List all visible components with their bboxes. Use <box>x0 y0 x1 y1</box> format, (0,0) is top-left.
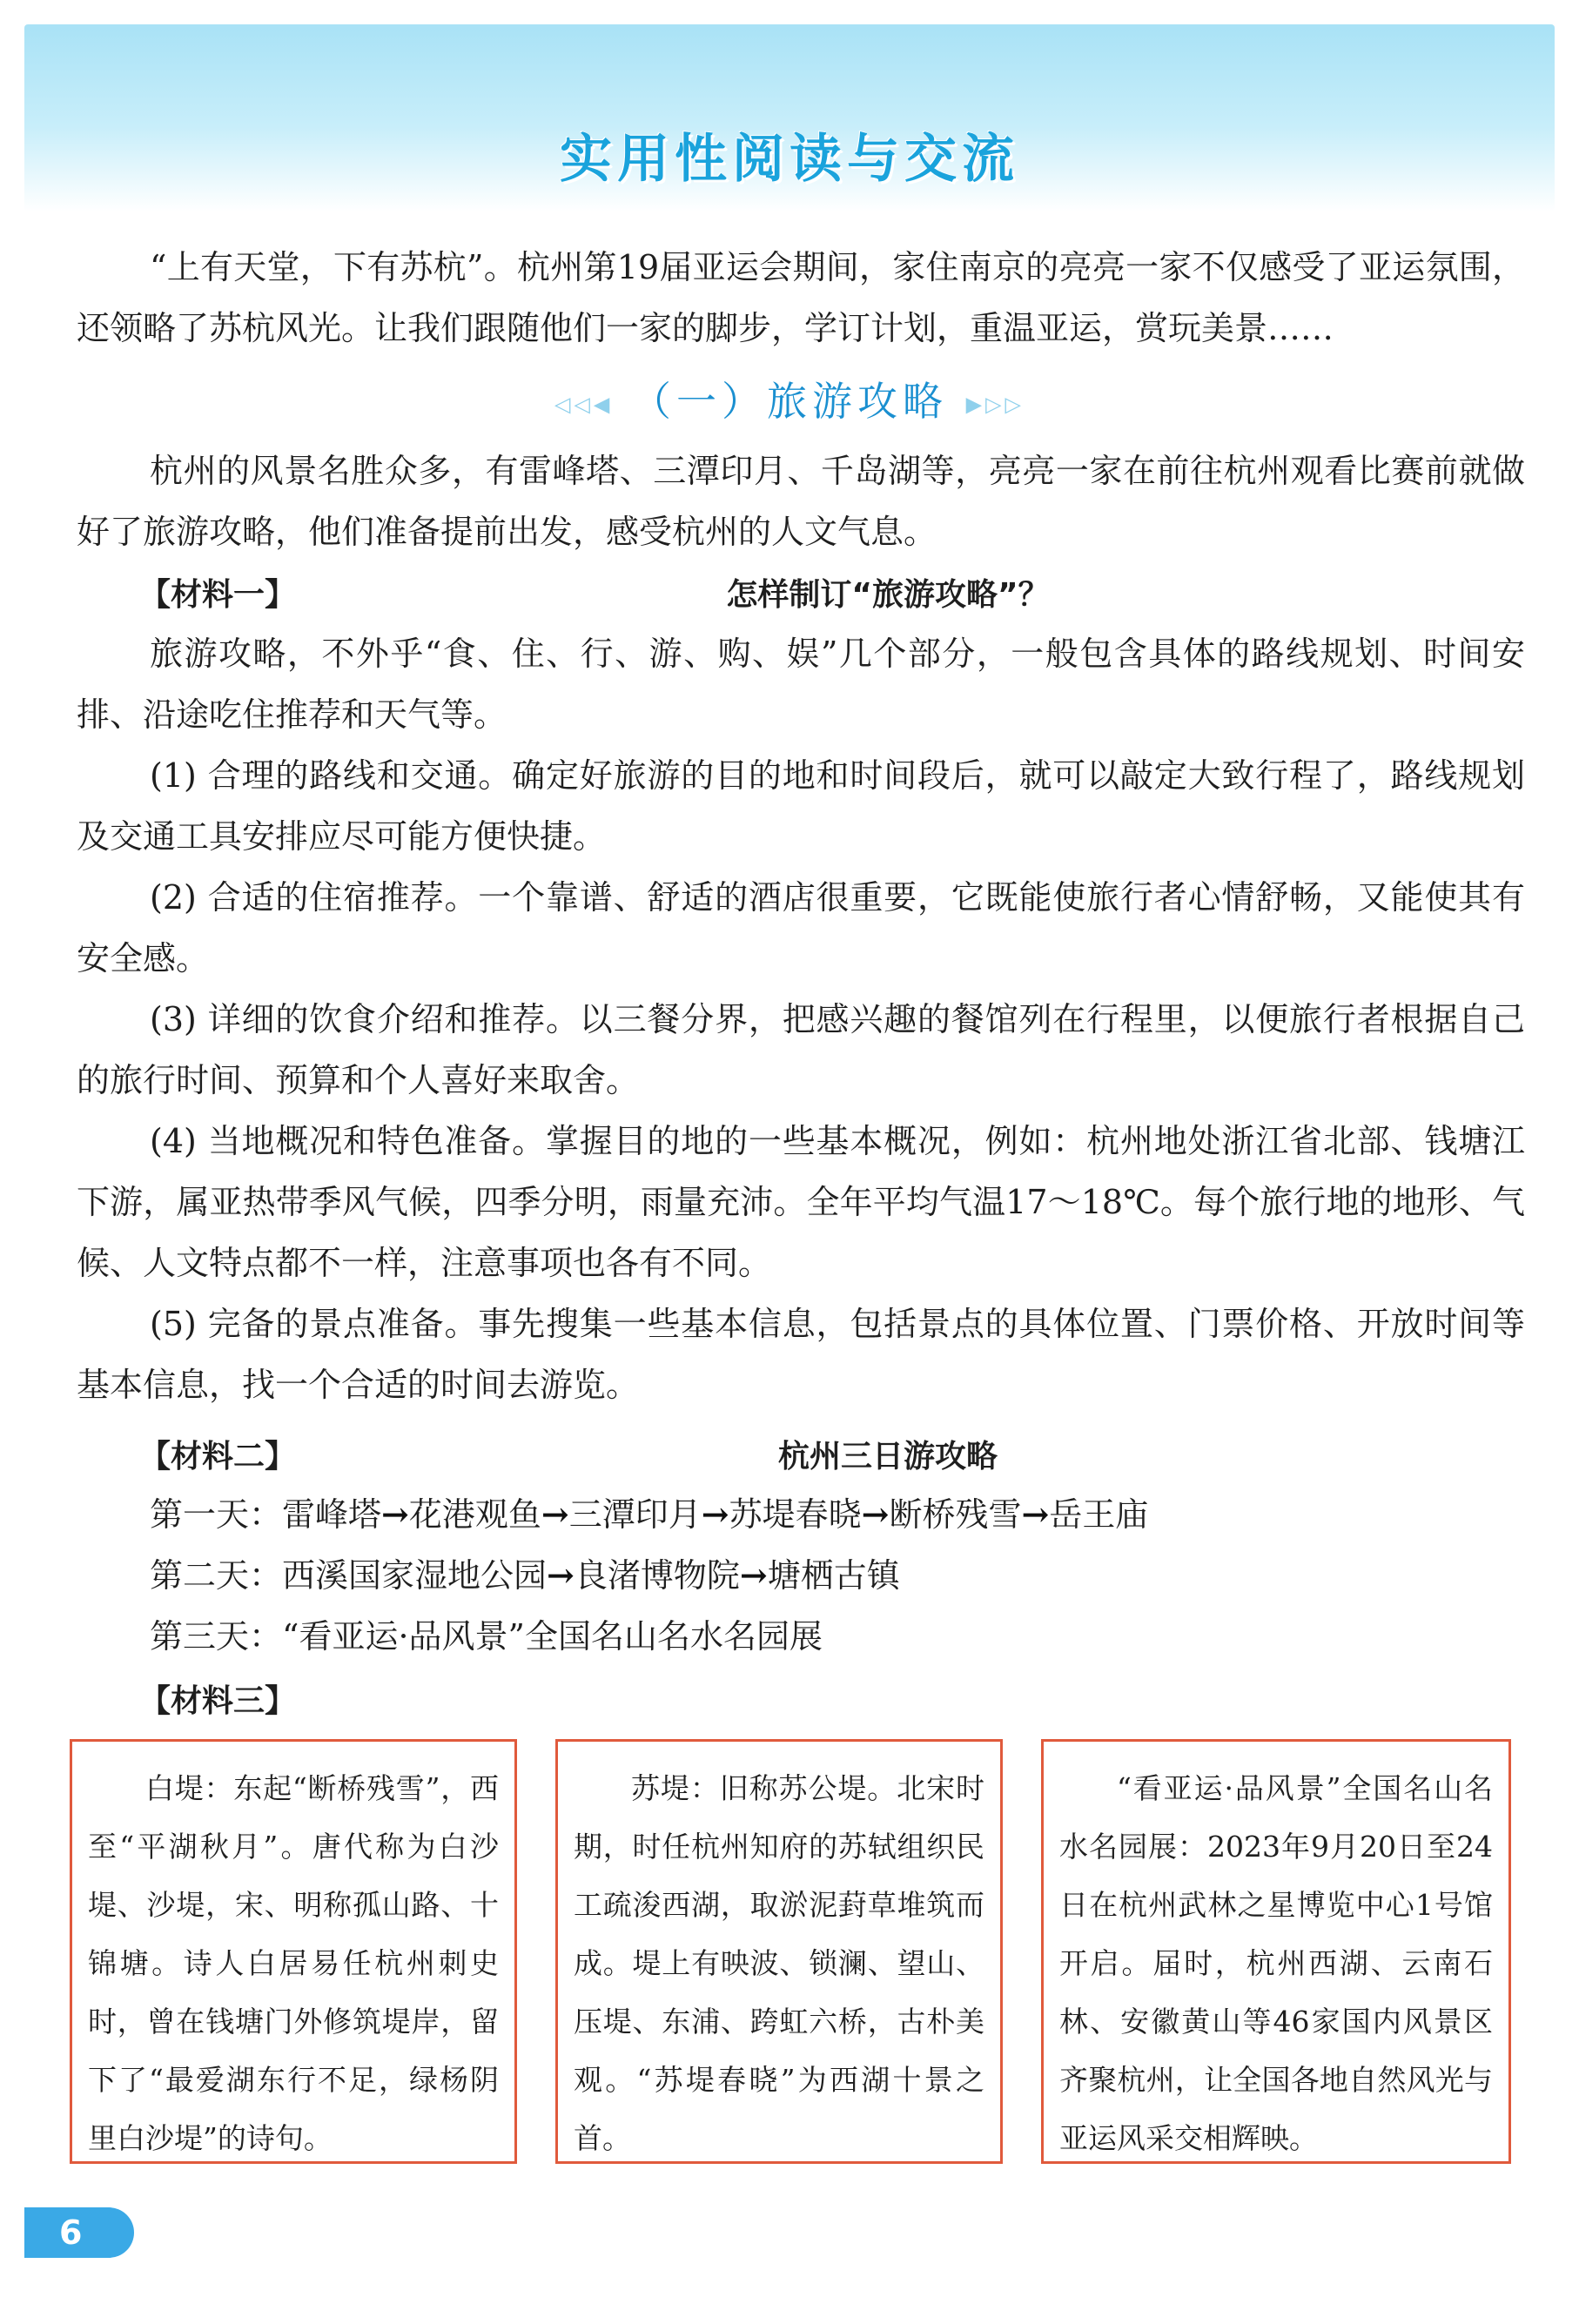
info-box-text: 苏堤：旧称苏公堤。北宋时期，时任杭州知府的苏轼组织民工疏浚西湖，取淤泥葑草堆筑而成。堤上有映波、锁澜、望山、压堤、东浦、跨虹六桥，古朴美观。“苏堤春晓”为西湖十景之首。 <box>574 1771 984 2155</box>
itinerary-day <box>150 1484 1148 1545</box>
day-label: 第三天： <box>150 1617 283 1656</box>
material1-title: 怎样制订“旅游攻略”？ <box>726 577 1050 613</box>
section-intro-paragraph: 杭州的风景名胜众多，有雷峰塔、三潭印月、千岛湖等，亮亮一家在前往杭州观看比赛前就做好了旅游攻略，他们准备提前出发，感受杭州的人文气息。 <box>77 452 1525 551</box>
material2-label: 【材料二】 <box>139 1439 297 1474</box>
info-box-text: “看亚运·品风景”全国名山名水名园展：2023年9月20日至24日在杭州武林之星博览中心1号馆开启。届时，杭州西湖、云南石林、安徽黄山等46家国内风景区齐聚杭州，让全国各地自然风光与亚运风采交相辉映。 <box>1059 1771 1493 2155</box>
arrow-right-icon: → <box>739 1555 768 1595</box>
material1-paragraph: (4) 当地概况和特色准备。掌握目的地的一些基本概况，例如：杭州地处浙江省北部、钱塘江下游，属亚热带季风气候，四季分明，雨量充沛。全年平均气温17～18℃。每个旅行地的地形、气候、人文特点都不一样，注意事项也各有不同。 <box>77 1122 1525 1282</box>
info-box-exhibition <box>1041 1739 1511 2164</box>
arrow-right-icon: → <box>1021 1494 1050 1534</box>
arrow-right-icon: → <box>381 1494 409 1534</box>
info-box-text: 白堤：东起“断桥残雪”，西至“平湖秋月”。唐代称为白沙堤、沙堤，宋、明称孤山路、十锦塘。诗人白居易任杭州刺史时，曾在钱塘门外修筑堤岸，留下了“最爱湖东行不足，绿杨阴里白沙堤”的诗句。 <box>88 1771 499 2155</box>
day-label: 第二天： <box>150 1556 283 1595</box>
decor-arrows-right-icon: ▶▷▷ <box>965 392 1025 417</box>
page-title: 实用性阅读与交流 <box>560 129 1019 190</box>
material1-paragraph: (2) 合适的住宿推荐。一个靠谱、舒适的酒店很重要，它既能使旅行者心情舒畅，又能使其有安全感。 <box>77 878 1525 977</box>
itinerary-stop: 三潭印月 <box>568 1495 702 1534</box>
itinerary-stop: 雷峰塔 <box>282 1495 382 1534</box>
intro-paragraph: “上有天堂，下有苏杭”。杭州第19届亚运会期间，家住南京的亮亮一家不仅感受了亚运氛围，还领略了苏杭风光。让我们跟随他们一家的脚步，学订计划，重温亚运，赏玩美景…… <box>77 248 1525 347</box>
material1-paragraph: 旅游攻略，不外乎“食、住、行、游、购、娱”几个部分，一般包含具体的路线规划、时间安排、沿途吃住推荐和天气等。 <box>77 635 1525 734</box>
material1-label: 【材料一】 <box>139 577 297 613</box>
material2-title: 杭州三日游攻略 <box>777 1439 998 1474</box>
page-number: 6 <box>24 2207 134 2258</box>
material1-paragraph: (3) 详细的饮食介绍和推荐。以三餐分界，把感兴趣的餐馆列在行程里，以便旅行者根据自己的旅行时间、预算和个人喜好来取舍。 <box>77 1000 1525 1099</box>
itinerary-day <box>150 1606 823 1667</box>
section-title: （一）旅游攻略 <box>631 378 948 425</box>
arrow-right-icon: → <box>541 1494 569 1534</box>
info-box-sudi <box>555 1739 1003 2164</box>
decor-arrows-left-icon: ◁◁◀ <box>554 392 614 417</box>
material1-paragraph: (1) 合理的路线和交通。确定好旅游的目的地和时间段后，就可以敲定大致行程了，路线规划及交通工具安排应尽可能方便快捷。 <box>77 756 1525 856</box>
itinerary-stop: 西溪国家湿地公园 <box>282 1556 548 1595</box>
arrow-right-icon: → <box>861 1494 890 1534</box>
itinerary-stop: 岳王庙 <box>1049 1495 1149 1534</box>
section-heading <box>0 370 1579 427</box>
itinerary-stop: “看亚运·品风景”全国名山名水名园展 <box>282 1617 823 1656</box>
itinerary-stop: 良渚博物院 <box>574 1556 740 1595</box>
itinerary-day <box>150 1545 900 1606</box>
arrow-right-icon: → <box>547 1555 574 1595</box>
itinerary-stop: 花港观鱼 <box>408 1495 541 1534</box>
itinerary-stop: 苏堤春晓 <box>729 1495 862 1534</box>
info-box-baidi <box>70 1739 517 2164</box>
day-label: 第一天： <box>150 1495 283 1534</box>
material3-label: 【材料三】 <box>139 1683 297 1719</box>
arrow-right-icon: → <box>701 1494 729 1534</box>
material1-paragraph: (5) 完备的景点准备。事先搜集一些基本信息，包括景点的具体位置、门票价格、开放时间等基本信息，找一个合适的时间去游览。 <box>77 1305 1525 1404</box>
itinerary-stop: 塘栖古镇 <box>767 1556 900 1595</box>
itinerary-stop: 断桥残雪 <box>889 1495 1022 1534</box>
